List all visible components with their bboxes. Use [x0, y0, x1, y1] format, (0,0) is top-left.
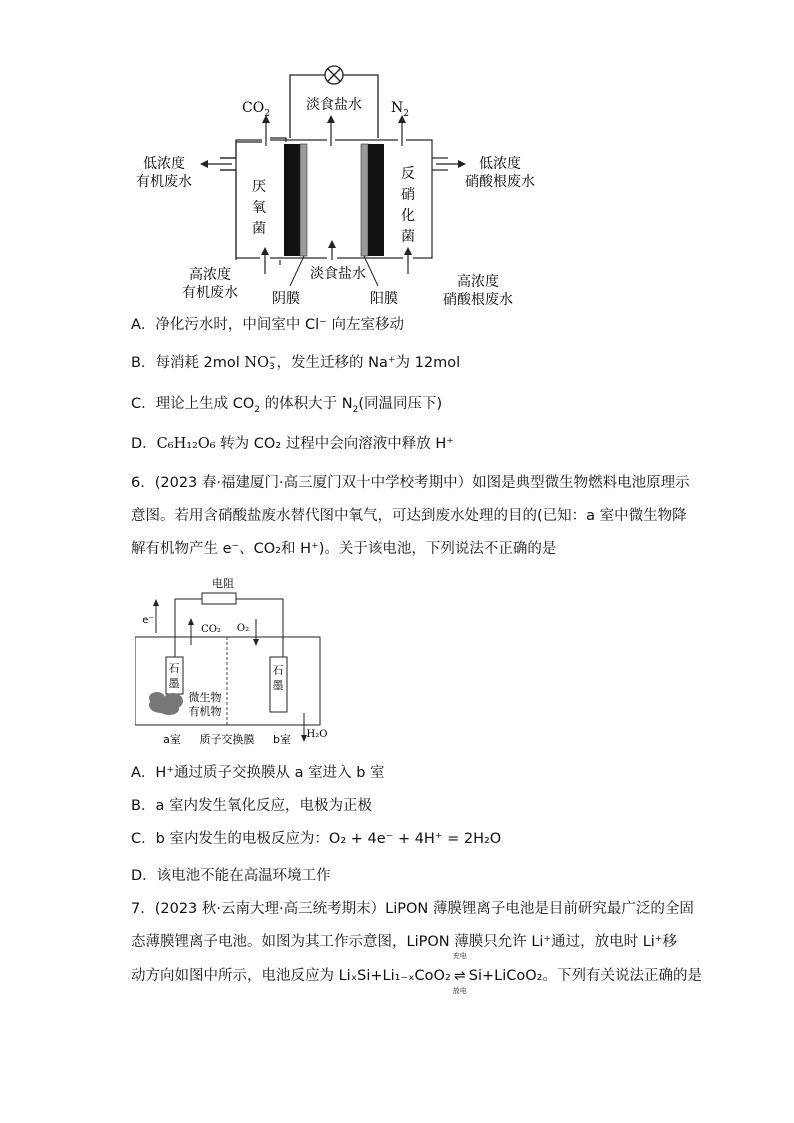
- q6-line-2: 意图。若用含硝酸盐废水替代图中氧气，可达到废水处理的目的(已知：a 室中微生物降: [131, 508, 687, 524]
- left-electrode: [284, 144, 300, 256]
- figure-electrolysis-cell: [120, 60, 560, 312]
- anion-membrane-label: 阴膜: [272, 291, 300, 307]
- reversible-arrow: 充电 ⇌ 放电: [452, 952, 467, 995]
- o2-label: O₂: [236, 623, 250, 634]
- b-room-label: b室: [273, 733, 291, 746]
- right-inlet-label-1: 高浓度: [457, 274, 499, 290]
- right-electrode-label-1: 石: [272, 664, 284, 677]
- right-outlet-label-1: 低浓度: [479, 156, 521, 172]
- q5-option-a: A．净化污水时，中间室中 Cl⁻ 向左室移动: [131, 317, 404, 333]
- q7-line-3: 动方向如图中所示，电池反应为 LiₓSi+Li₁₋ₓCoO₂ 充电 ⇌ 放电 Si+LiCoO₂。下列有关说法正确的是: [131, 952, 702, 995]
- n2-label: $N_2$: [391, 100, 409, 119]
- electron-label: e⁻: [142, 615, 154, 626]
- q6-line-1: 6．(2023 春·福建厦门·高三厦门双十中学校考期中）如图是典型微生物燃料电池原理示: [131, 475, 690, 491]
- co2-label: CO₂: [201, 624, 221, 635]
- right-electrode: [368, 144, 384, 256]
- anaerobic-bacteria-2: 氧: [252, 200, 266, 216]
- left-inlet-label-1: 高浓度: [189, 267, 231, 283]
- anion-membrane-pointer: [290, 256, 304, 286]
- left-electrode-label-2: 墨: [168, 677, 180, 690]
- left-outlet-label-1: 低浓度: [143, 156, 185, 172]
- left-electrode-label-1: 石: [168, 662, 180, 675]
- right-outlet-label-2: 硝酸根废水: [465, 174, 535, 190]
- q7-line-1: 7．(2023 秋·云南大理·高三统考期末）LiPON 薄膜锂离子电池是目前研究最广泛的全固: [131, 901, 694, 917]
- microbe-label-1: 微生物: [188, 691, 222, 704]
- h2o-label: H₂O: [306, 729, 328, 740]
- q6-option-c: C．b 室内发生的电极反应为：O₂ + 4e⁻ + 4H⁺ = 2H₂O: [131, 831, 502, 847]
- microbe-label-2: 有机物: [188, 705, 222, 718]
- resistor-label: 电阻: [212, 577, 234, 590]
- denitrifying-bacteria-1: 反: [401, 166, 415, 182]
- left-inlet-label-2: 有机废水: [182, 285, 238, 301]
- resistor: [202, 593, 236, 604]
- q5-option-d: D．C₆H₁₂O₆ 转为 CO₂ 过程中会向溶液中释放 H⁺: [131, 436, 454, 452]
- co2-label: $CO_2$: [242, 100, 270, 119]
- cation-membrane-pointer: [364, 256, 378, 286]
- top-middle-label: 淡食盐水: [306, 97, 362, 113]
- figure-microbial-fuel-cell: [135, 575, 350, 750]
- q6-option-b: B．a 室内发生氧化反应，电极为正极: [131, 798, 372, 814]
- bottom-middle-label: 淡食盐水: [310, 266, 366, 282]
- a-room-label: a室: [163, 733, 181, 746]
- lamp-icon: [325, 66, 343, 84]
- right-inlet-label-2: 硝酸根废水: [443, 292, 513, 308]
- anion-membrane: [300, 144, 307, 256]
- left-outlet-label-2: 有机废水: [136, 174, 192, 190]
- q5-option-b: B．每消耗 2mol NO − 3 ，发生迁移的 Na⁺为 12mol: [131, 353, 461, 372]
- cation-membrane: [361, 144, 368, 256]
- q5-option-c: C．理论上生成 $CO_2$ 的体积大于 $N_2$(同温同压下): [131, 396, 443, 415]
- q6-line-3: 解有机物产生 e⁻、CO₂和 H⁺)。关于该电池，下列说法不正确的是: [131, 541, 557, 557]
- q6-option-d: D．该电池不能在高温环境工作: [131, 868, 331, 884]
- anaerobic-bacteria-3: 菌: [252, 221, 266, 237]
- q7-line-2: 态薄膜锂离子电池。如图为其工作示意图，LiPON 薄膜只允许 Li⁺通过，放电时 Li⁺移: [131, 934, 677, 950]
- denitrifying-bacteria-3: 化: [401, 208, 415, 224]
- right-electrode-label-2: 墨: [272, 679, 284, 692]
- denitrifying-bacteria-4: 菌: [401, 229, 415, 245]
- anaerobic-bacteria-1: 厌: [252, 179, 266, 195]
- q6-option-a: A．H⁺通过质子交换膜从 a 室进入 b 室: [131, 765, 385, 781]
- membrane-label: 质子交换膜: [199, 733, 255, 746]
- cation-membrane-label: 阳膜: [370, 291, 398, 307]
- denitrifying-bacteria-2: 硝: [401, 187, 415, 203]
